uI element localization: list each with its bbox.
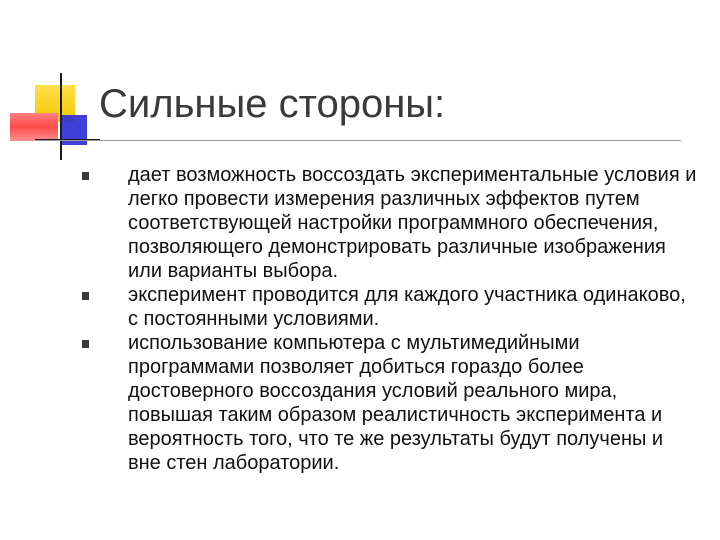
- red-square: [10, 113, 58, 141]
- bullet-item: [80, 331, 700, 475]
- bullet-item: [80, 283, 700, 331]
- square-bullet-icon: [82, 292, 89, 300]
- slide-title: Сильные стороны:: [99, 82, 446, 126]
- bullet-list: [80, 163, 700, 475]
- bullet-item: [80, 163, 700, 283]
- bullet-text: эксперимент проводится для каждого участника одинаково, с постоянными условиями.: [128, 284, 686, 330]
- bullet-text: использование компьютера с мультимедийными программами позволяет добиться гораздо более достоверного воссоздания условий реального мира, повышая таким образом реалистичность эксперимента и вероятность того, что те же результаты будут получены и вне стен лаборатории.: [128, 332, 664, 474]
- square-bullet-icon: [82, 340, 89, 348]
- title-underline: [35, 140, 681, 141]
- bullet-text: дает возможность воссоздать экспериментальные условия и легко провести измерения различных эффектов путем соответствующей настройки программного обеспечения, позволяющего демонстрировать различные изображения или варианты выбора.: [128, 164, 697, 282]
- square-bullet-icon: [82, 172, 89, 180]
